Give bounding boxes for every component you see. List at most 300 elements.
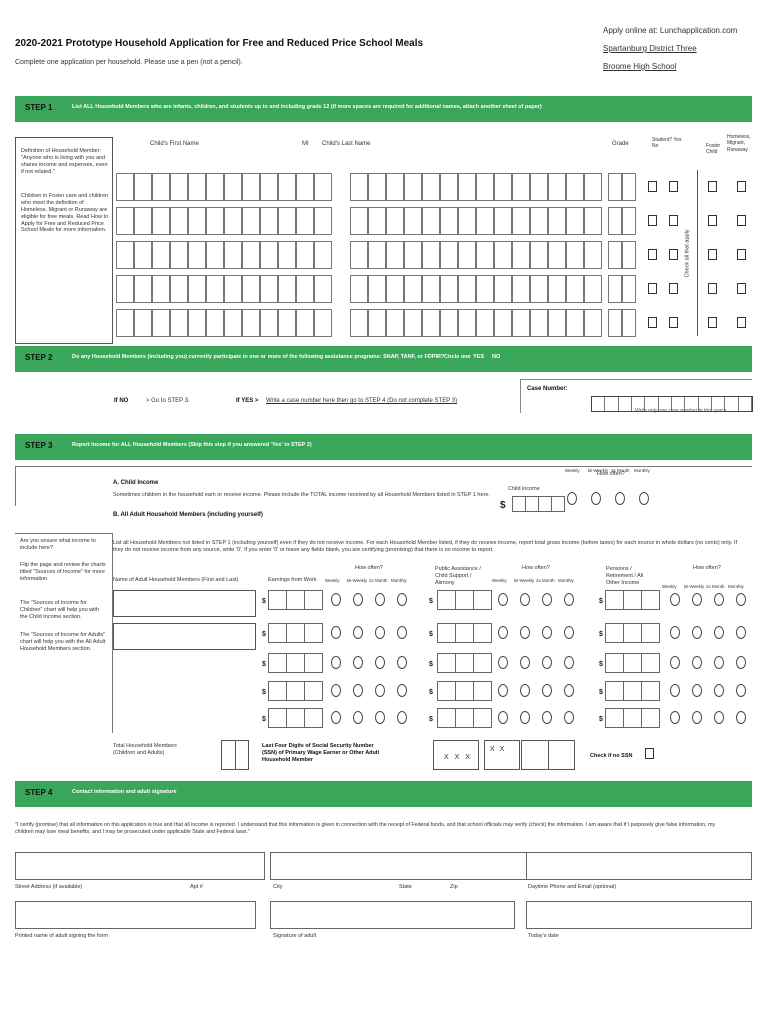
name-letter-box[interactable] — [458, 241, 476, 269]
income-digit-box[interactable] — [286, 590, 305, 610]
grade-box-1[interactable] — [608, 207, 622, 235]
signature-field[interactable] — [270, 901, 515, 929]
income-digit-box[interactable] — [268, 590, 287, 610]
name-letter-box[interactable] — [278, 173, 296, 201]
name-letter-box[interactable] — [278, 241, 296, 269]
name-letter-box[interactable] — [566, 309, 584, 337]
income-digit-box[interactable] — [641, 653, 660, 673]
name-letter-box[interactable] — [404, 241, 422, 269]
name-letter-box[interactable] — [422, 207, 440, 235]
income-freq-radio[interactable] — [375, 684, 385, 697]
name-letter-box[interactable] — [530, 309, 548, 337]
name-letter-box[interactable] — [548, 241, 566, 269]
name-letter-box[interactable] — [548, 275, 566, 303]
income-freq-radio[interactable] — [375, 711, 385, 724]
income-digit-box[interactable] — [623, 708, 642, 728]
name-letter-box[interactable] — [494, 207, 512, 235]
student-yes-checkbox[interactable] — [648, 181, 657, 192]
income-freq-radio[interactable] — [520, 656, 530, 669]
name-letter-box[interactable] — [188, 207, 206, 235]
name-letter-box[interactable] — [566, 241, 584, 269]
name-letter-box[interactable] — [530, 241, 548, 269]
name-letter-box[interactable] — [296, 173, 314, 201]
income-freq-radio[interactable] — [564, 656, 574, 669]
name-letter-box[interactable] — [386, 309, 404, 337]
name-letter-box[interactable] — [512, 309, 530, 337]
student-no-checkbox[interactable] — [669, 181, 678, 192]
name-letter-box[interactable] — [530, 207, 548, 235]
name-letter-box[interactable] — [170, 173, 188, 201]
income-digit-box[interactable] — [473, 590, 492, 610]
income-freq-radio[interactable] — [397, 711, 407, 724]
name-letter-box[interactable] — [512, 207, 530, 235]
income-freq-radio[interactable] — [564, 711, 574, 724]
adult-name-field[interactable] — [113, 623, 256, 650]
name-letter-box[interactable] — [134, 309, 152, 337]
name-letter-box[interactable] — [476, 241, 494, 269]
name-letter-box[interactable] — [242, 173, 260, 201]
income-digit-box[interactable] — [455, 681, 474, 701]
name-letter-box[interactable] — [260, 207, 278, 235]
income-freq-radio[interactable] — [331, 656, 341, 669]
income-freq-radio[interactable] — [375, 593, 385, 606]
income-freq-radio[interactable] — [520, 684, 530, 697]
name-letter-box[interactable] — [296, 275, 314, 303]
income-amount-field[interactable] — [437, 681, 491, 701]
income-digit-box[interactable] — [268, 708, 287, 728]
income-freq-radio[interactable] — [498, 626, 508, 639]
income-amount-field[interactable] — [437, 653, 491, 673]
income-digit-box[interactable] — [641, 708, 660, 728]
income-digit-box[interactable] — [623, 623, 642, 643]
name-letter-box[interactable] — [242, 275, 260, 303]
homeless-checkbox[interactable] — [737, 181, 746, 192]
income-digit-box[interactable] — [455, 590, 474, 610]
name-letter-box[interactable] — [170, 309, 188, 337]
name-letter-box[interactable] — [476, 309, 494, 337]
income-freq-radio[interactable] — [670, 656, 680, 669]
income-digit-box[interactable] — [473, 623, 492, 643]
child-freq-radio[interactable] — [615, 492, 625, 505]
income-freq-radio[interactable] — [564, 626, 574, 639]
child-freq-radio[interactable] — [591, 492, 601, 505]
income-freq-radio[interactable] — [520, 711, 530, 724]
name-letter-box[interactable] — [116, 241, 134, 269]
name-letter-box[interactable] — [278, 207, 296, 235]
name-letter-box[interactable] — [512, 275, 530, 303]
name-letter-box[interactable] — [512, 241, 530, 269]
income-freq-radio[interactable] — [331, 711, 341, 724]
name-letter-box[interactable] — [584, 275, 602, 303]
income-amount-field[interactable] — [605, 708, 659, 728]
income-freq-radio[interactable] — [498, 711, 508, 724]
income-digit-box[interactable] — [623, 681, 642, 701]
income-amount-field[interactable] — [268, 623, 322, 643]
name-letter-box[interactable] — [476, 207, 494, 235]
name-letter-box[interactable] — [368, 207, 386, 235]
income-freq-radio[interactable] — [692, 711, 702, 724]
name-letter-box[interactable] — [224, 173, 242, 201]
name-letter-box[interactable] — [170, 207, 188, 235]
income-digit-box[interactable] — [455, 708, 474, 728]
income-digit-box[interactable] — [605, 623, 624, 643]
income-digit-box[interactable] — [304, 590, 323, 610]
income-freq-radio[interactable] — [542, 684, 552, 697]
income-digit-box[interactable] — [623, 653, 642, 673]
name-letter-box[interactable] — [242, 309, 260, 337]
no-option[interactable]: NO — [492, 354, 501, 360]
income-freq-radio[interactable] — [736, 711, 746, 724]
name-letter-box[interactable] — [152, 173, 170, 201]
income-amount-field[interactable] — [268, 708, 322, 728]
name-letter-box[interactable] — [584, 241, 602, 269]
income-digit-box[interactable] — [437, 681, 456, 701]
case-number-digit-box[interactable] — [592, 397, 605, 411]
child-income-digit-box[interactable] — [551, 496, 565, 512]
name-letter-box[interactable] — [188, 173, 206, 201]
name-letter-box[interactable] — [494, 241, 512, 269]
name-letter-box[interactable] — [260, 275, 278, 303]
income-freq-radio[interactable] — [670, 684, 680, 697]
income-digit-box[interactable] — [268, 681, 287, 701]
income-freq-radio[interactable] — [542, 593, 552, 606]
name-letter-box[interactable] — [440, 241, 458, 269]
income-amount-field[interactable] — [437, 708, 491, 728]
name-letter-box[interactable] — [386, 173, 404, 201]
income-digit-box[interactable] — [286, 653, 305, 673]
grade-box-1[interactable] — [608, 241, 622, 269]
student-no-checkbox[interactable] — [669, 317, 678, 328]
grade-box-2[interactable] — [622, 275, 636, 303]
grade-box-2[interactable] — [622, 173, 636, 201]
child-freq-radio[interactable] — [639, 492, 649, 505]
name-letter-box[interactable] — [206, 207, 224, 235]
name-letter-box[interactable] — [458, 207, 476, 235]
no-ssn-checkbox[interactable] — [645, 748, 654, 759]
income-amount-field[interactable] — [605, 623, 659, 643]
name-letter-box[interactable] — [224, 309, 242, 337]
homeless-checkbox[interactable] — [737, 249, 746, 260]
income-freq-radio[interactable] — [714, 593, 724, 606]
income-freq-radio[interactable] — [375, 626, 385, 639]
income-amount-field[interactable] — [268, 653, 322, 673]
income-digit-box[interactable] — [437, 653, 456, 673]
name-letter-box[interactable] — [422, 241, 440, 269]
income-digit-box[interactable] — [641, 623, 660, 643]
name-letter-box[interactable] — [296, 241, 314, 269]
yes-option[interactable]: YES — [473, 354, 485, 360]
name-letter-box[interactable] — [224, 207, 242, 235]
total-members-field[interactable] — [221, 740, 249, 770]
name-letter-box[interactable] — [548, 173, 566, 201]
name-letter-box[interactable] — [494, 309, 512, 337]
income-digit-box[interactable] — [605, 681, 624, 701]
name-letter-box[interactable] — [152, 275, 170, 303]
grade-box-1[interactable] — [608, 275, 622, 303]
student-yes-checkbox[interactable] — [648, 249, 657, 260]
income-freq-radio[interactable] — [353, 593, 363, 606]
name-letter-box[interactable] — [134, 241, 152, 269]
income-amount-field[interactable] — [605, 590, 659, 610]
name-letter-box[interactable] — [134, 207, 152, 235]
name-letter-box[interactable] — [404, 173, 422, 201]
name-letter-box[interactable] — [566, 207, 584, 235]
student-yes-checkbox[interactable] — [648, 215, 657, 226]
income-digit-box[interactable] — [473, 653, 492, 673]
income-digit-box[interactable] — [605, 590, 624, 610]
name-letter-box[interactable] — [152, 309, 170, 337]
name-letter-box[interactable] — [530, 173, 548, 201]
name-letter-box[interactable] — [116, 309, 134, 337]
name-letter-box[interactable] — [548, 207, 566, 235]
income-freq-radio[interactable] — [520, 593, 530, 606]
income-freq-radio[interactable] — [375, 656, 385, 669]
income-freq-radio[interactable] — [353, 684, 363, 697]
name-letter-box[interactable] — [296, 207, 314, 235]
income-freq-radio[interactable] — [564, 593, 574, 606]
income-digit-box[interactable] — [641, 590, 660, 610]
name-letter-box[interactable] — [584, 309, 602, 337]
income-freq-radio[interactable] — [397, 684, 407, 697]
income-freq-radio[interactable] — [692, 684, 702, 697]
child-freq-radio[interactable] — [567, 492, 577, 505]
income-freq-radio[interactable] — [692, 593, 702, 606]
name-letter-box[interactable] — [422, 173, 440, 201]
student-yes-checkbox[interactable] — [648, 283, 657, 294]
homeless-checkbox[interactable] — [737, 215, 746, 226]
name-letter-box[interactable] — [170, 275, 188, 303]
child-income-amount[interactable] — [512, 496, 564, 512]
name-letter-box[interactable] — [458, 173, 476, 201]
income-digit-box[interactable] — [304, 653, 323, 673]
child-income-digit-box[interactable] — [538, 496, 552, 512]
income-digit-box[interactable] — [437, 708, 456, 728]
income-digit-box[interactable] — [437, 623, 456, 643]
income-amount-field[interactable] — [605, 681, 659, 701]
income-freq-radio[interactable] — [397, 626, 407, 639]
income-freq-radio[interactable] — [542, 711, 552, 724]
income-freq-radio[interactable] — [498, 656, 508, 669]
grade-box-1[interactable] — [608, 309, 622, 337]
foster-checkbox[interactable] — [708, 249, 717, 260]
case-number-digit-box[interactable] — [605, 397, 618, 411]
name-letter-box[interactable] — [188, 275, 206, 303]
name-letter-box[interactable] — [440, 275, 458, 303]
income-digit-box[interactable] — [473, 681, 492, 701]
name-letter-box[interactable] — [188, 309, 206, 337]
name-letter-box[interactable] — [440, 173, 458, 201]
case-number-digit-box[interactable] — [619, 397, 632, 411]
income-freq-radio[interactable] — [520, 626, 530, 639]
income-amount-field[interactable] — [605, 653, 659, 673]
name-letter-box[interactable] — [278, 275, 296, 303]
income-freq-radio[interactable] — [498, 684, 508, 697]
grade-box-2[interactable] — [622, 309, 636, 337]
income-digit-box[interactable] — [455, 653, 474, 673]
name-letter-box[interactable] — [404, 275, 422, 303]
name-letter-box[interactable] — [494, 275, 512, 303]
name-letter-box[interactable] — [386, 207, 404, 235]
child-income-digit-box[interactable] — [525, 496, 539, 512]
student-no-checkbox[interactable] — [669, 215, 678, 226]
income-freq-radio[interactable] — [397, 656, 407, 669]
name-letter-box[interactable] — [206, 309, 224, 337]
name-letter-box[interactable] — [404, 309, 422, 337]
name-letter-box[interactable] — [242, 241, 260, 269]
income-digit-box[interactable] — [286, 708, 305, 728]
income-freq-radio[interactable] — [736, 656, 746, 669]
homeless-checkbox[interactable] — [737, 317, 746, 328]
ssn-digit-boxes[interactable] — [521, 740, 575, 770]
income-digit-box[interactable] — [286, 623, 305, 643]
income-freq-radio[interactable] — [397, 593, 407, 606]
name-letter-box[interactable] — [206, 173, 224, 201]
name-letter-box[interactable] — [368, 309, 386, 337]
name-letter-box[interactable] — [368, 275, 386, 303]
name-letter-box[interactable] — [206, 275, 224, 303]
name-letter-box[interactable] — [512, 173, 530, 201]
name-letter-box[interactable] — [584, 173, 602, 201]
income-freq-radio[interactable] — [670, 626, 680, 639]
city-state-zip-field[interactable] — [270, 852, 542, 880]
name-letter-box[interactable] — [368, 173, 386, 201]
name-letter-box[interactable] — [368, 241, 386, 269]
name-letter-box[interactable] — [422, 275, 440, 303]
income-digit-box[interactable] — [437, 590, 456, 610]
name-letter-box[interactable] — [350, 241, 368, 269]
name-letter-box[interactable] — [314, 173, 332, 201]
name-letter-box[interactable] — [458, 275, 476, 303]
case-number-digit-box[interactable] — [739, 397, 752, 411]
name-letter-box[interactable] — [314, 309, 332, 337]
name-letter-box[interactable] — [404, 207, 422, 235]
income-digit-box[interactable] — [605, 653, 624, 673]
name-letter-box[interactable] — [350, 275, 368, 303]
name-letter-box[interactable] — [548, 309, 566, 337]
name-letter-box[interactable] — [440, 309, 458, 337]
income-freq-radio[interactable] — [564, 684, 574, 697]
income-digit-box[interactable] — [623, 590, 642, 610]
name-letter-box[interactable] — [278, 309, 296, 337]
name-letter-box[interactable] — [296, 309, 314, 337]
name-letter-box[interactable] — [386, 241, 404, 269]
income-digit-box[interactable] — [641, 681, 660, 701]
name-letter-box[interactable] — [224, 275, 242, 303]
name-letter-box[interactable] — [242, 207, 260, 235]
income-freq-radio[interactable] — [331, 593, 341, 606]
name-letter-box[interactable] — [440, 207, 458, 235]
income-freq-radio[interactable] — [353, 626, 363, 639]
income-freq-radio[interactable] — [736, 626, 746, 639]
income-digit-box[interactable] — [473, 708, 492, 728]
income-freq-radio[interactable] — [692, 656, 702, 669]
income-digit-box[interactable] — [605, 708, 624, 728]
name-letter-box[interactable] — [386, 275, 404, 303]
income-freq-radio[interactable] — [714, 656, 724, 669]
name-letter-box[interactable] — [530, 275, 548, 303]
name-letter-box[interactable] — [188, 241, 206, 269]
date-field[interactable] — [526, 901, 752, 929]
name-letter-box[interactable] — [314, 275, 332, 303]
name-letter-box[interactable] — [422, 309, 440, 337]
income-amount-field[interactable] — [437, 623, 491, 643]
name-letter-box[interactable] — [350, 309, 368, 337]
name-letter-box[interactable] — [116, 207, 134, 235]
phone-email-field[interactable] — [526, 852, 752, 880]
income-digit-box[interactable] — [455, 623, 474, 643]
name-letter-box[interactable] — [260, 309, 278, 337]
name-letter-box[interactable] — [584, 207, 602, 235]
foster-checkbox[interactable] — [708, 317, 717, 328]
name-letter-box[interactable] — [170, 241, 188, 269]
name-letter-box[interactable] — [134, 173, 152, 201]
ssn-last-four-field[interactable] — [484, 740, 520, 770]
name-letter-box[interactable] — [116, 173, 134, 201]
name-letter-box[interactable] — [152, 241, 170, 269]
name-letter-box[interactable] — [260, 241, 278, 269]
income-freq-radio[interactable] — [714, 711, 724, 724]
name-letter-box[interactable] — [350, 173, 368, 201]
income-amount-field[interactable] — [268, 681, 322, 701]
income-freq-radio[interactable] — [331, 684, 341, 697]
street-address-field[interactable] — [15, 852, 265, 880]
grade-box-1[interactable] — [608, 173, 622, 201]
income-digit-box[interactable] — [304, 708, 323, 728]
income-digit-box[interactable] — [304, 681, 323, 701]
income-freq-radio[interactable] — [542, 656, 552, 669]
income-digit-box[interactable] — [268, 623, 287, 643]
name-letter-box[interactable] — [206, 241, 224, 269]
child-income-digit-box[interactable] — [512, 496, 526, 512]
printed-name-field[interactable] — [15, 901, 256, 929]
name-letter-box[interactable] — [152, 207, 170, 235]
grade-box-2[interactable] — [622, 207, 636, 235]
income-freq-radio[interactable] — [692, 626, 702, 639]
name-letter-box[interactable] — [494, 173, 512, 201]
name-letter-box[interactable] — [566, 173, 584, 201]
student-no-checkbox[interactable] — [669, 283, 678, 294]
income-digit-box[interactable] — [268, 653, 287, 673]
income-digit-box[interactable] — [286, 681, 305, 701]
name-letter-box[interactable] — [350, 207, 368, 235]
income-freq-radio[interactable] — [498, 593, 508, 606]
income-freq-radio[interactable] — [331, 626, 341, 639]
income-amount-field[interactable] — [268, 590, 322, 610]
name-letter-box[interactable] — [314, 241, 332, 269]
income-freq-radio[interactable] — [542, 626, 552, 639]
name-letter-box[interactable] — [134, 275, 152, 303]
name-letter-box[interactable] — [314, 207, 332, 235]
foster-checkbox[interactable] — [708, 215, 717, 226]
adult-name-field[interactable] — [113, 590, 256, 617]
income-freq-radio[interactable] — [736, 684, 746, 697]
name-letter-box[interactable] — [476, 173, 494, 201]
income-freq-radio[interactable] — [736, 593, 746, 606]
income-digit-box[interactable] — [304, 623, 323, 643]
income-freq-radio[interactable] — [353, 711, 363, 724]
income-freq-radio[interactable] — [353, 656, 363, 669]
name-letter-box[interactable] — [566, 275, 584, 303]
income-freq-radio[interactable] — [670, 593, 680, 606]
grade-box-2[interactable] — [622, 241, 636, 269]
name-letter-box[interactable] — [116, 275, 134, 303]
student-yes-checkbox[interactable] — [648, 317, 657, 328]
student-no-checkbox[interactable] — [669, 249, 678, 260]
income-freq-radio[interactable] — [714, 626, 724, 639]
income-freq-radio[interactable] — [670, 711, 680, 724]
homeless-checkbox[interactable] — [737, 283, 746, 294]
income-freq-radio[interactable] — [714, 684, 724, 697]
